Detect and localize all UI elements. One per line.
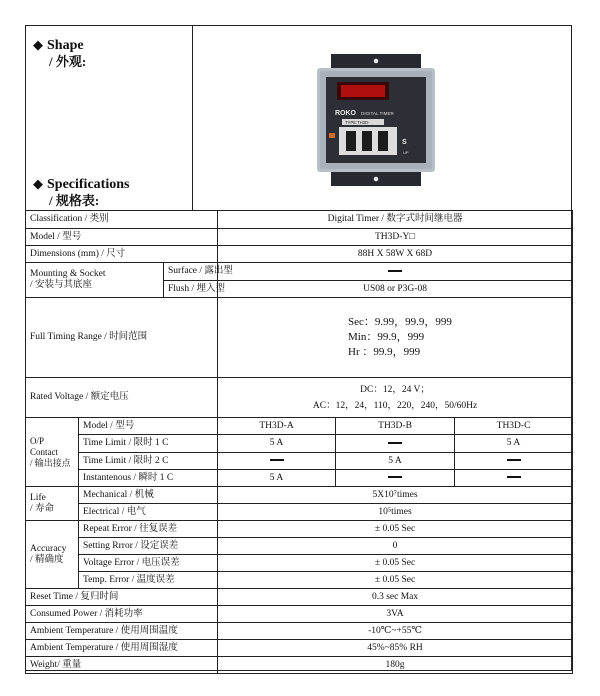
mounting-label: Mounting & Socket / 安装与其底座 [26,263,164,298]
setting-label: Setting Rrror / 设定误差 [79,538,218,555]
row-model [26,229,573,246]
timer-photo [317,52,435,188]
repeat-value: ± 0.05 Sec [218,521,573,538]
row-life-mechanical [26,487,573,504]
col-th3d-c: TH3D-C [455,418,573,435]
voltage-values [218,378,573,418]
row-instantaneous [26,470,573,487]
accuracy-label: Accuracy / 精确度 [26,521,79,589]
inst-b [336,470,455,487]
timing-hr: Hr ：99.9，999 [348,346,421,358]
tl2-a [218,453,336,470]
elec-label: Electrical / 电气 [79,504,218,521]
row-life-electrical [26,504,573,521]
col-th3d-a: TH3D-A [218,418,336,435]
shape-heading: ◆ Shape / 外观: [33,37,87,69]
weight-value: 180g [218,657,573,674]
spec-heading: ◆ Specifications / 规格表: [33,176,130,208]
row-mounting-surface [26,263,573,281]
flush-value: US08 or P3G-08 [218,281,573,298]
row-time-limit-1 [26,435,573,453]
classification-value: Digital Timer / 数字式时间继电器 [218,211,573,229]
timing-min: Min：99.9，999 [348,331,425,343]
inst-c [455,470,573,487]
setting-value: 0 [218,538,573,555]
row-contact-model [26,418,573,435]
device-name-text: DIGITAL TIMER [361,111,394,116]
row-reset [26,589,573,606]
tl1-a: 5 A [218,435,336,453]
tl2-label: Time Limit / 限时 2 C [79,453,218,470]
model-value: TH3D-Y□ [218,229,573,246]
tl1-label: Time Limit / 限时 1 C [79,435,218,453]
up-label: UP [403,150,409,155]
divider [192,25,193,210]
timing-label: Full Timing Range / 时间范围 [26,298,218,378]
tl2-b: 5 A [336,453,455,470]
specifications-table [25,210,573,674]
life-label: Life / 寿命 [26,487,79,521]
dimensions-value: 88H X 58W X 68D [218,246,573,263]
classification-label: Classification / 类别 [26,211,218,229]
tl1-b [336,435,455,453]
voltage-error-value: ± 0.05 Sec [218,555,573,572]
power-value: 3VA [218,606,573,623]
inst-a: 5 A [218,470,336,487]
row-voltage [26,378,573,418]
row-timing [26,298,573,378]
power-label: Consumed Power / 消耗功率 [26,606,218,623]
surface-value [218,263,573,281]
flush-label: Flush / 埋入型 [164,281,218,298]
mech-value: 5X10⁷times [218,487,573,504]
voltage-error-label: Voltage Error / 电压误差 [79,555,218,572]
tl2-c [455,453,573,470]
surface-label: Surface / 露出型 [164,263,218,281]
row-time-limit-2 [26,453,573,470]
timing-values [218,298,573,378]
row-accuracy-repeat [26,521,573,538]
temp-value: ± 0.05 Sec [218,572,573,589]
row-classification [26,211,573,229]
row-ambient-temperature [26,623,573,640]
brand-text: ROKO [335,110,356,117]
mech-label: Mechanical / 机械 [79,487,218,504]
row-accuracy-setting [26,538,573,555]
temp-label: Temp. Error / 温度误差 [79,572,218,589]
dimensions-label: Dimensions (mm) / 尺寸 [26,246,218,263]
amb-temp-label: Ambient Temperature / 使用周围温度 [26,623,218,640]
inst-label: Instantenous / 瞬时 1 C [79,470,218,487]
amb-hum-value: 45%~85% RH [218,640,573,657]
reset-label: Reset Time / 复归时间 [26,589,218,606]
voltage-dc: DC：12，24 V； [360,384,430,395]
row-ambient-humidity [26,640,573,657]
contact-label: O/P Contact / 输出接点 [26,418,79,487]
tl1-c: 5 A [455,435,573,453]
amb-hum-label: Ambient Temperature / 使用周围湿度 [26,640,218,657]
voltage-ac: AC：12，24，110，220，240，50/60Hz [312,400,478,411]
s-button-label: S [402,139,407,146]
row-dimensions [26,246,573,263]
col-th3d-b: TH3D-B [336,418,455,435]
type-text: TYPE:TH3D- [345,119,370,125]
voltage-label: Rated Voltage / 额定电压 [26,378,218,418]
elec-value: 10⁵times [218,504,573,521]
weight-label: Weight/ 重量 [26,657,218,674]
row-accuracy-voltage [26,555,573,572]
contact-model-label: Model / 型号 [79,418,218,435]
timing-sec: Sec：9.99，99.9，999 [348,316,452,328]
repeat-label: Repeat Error / 往复误差 [79,521,218,538]
row-accuracy-temp [26,572,573,589]
reset-value: 0.3 sec Max [218,589,573,606]
amb-temp-value: -10℃~+55℃ [218,623,573,640]
row-power [26,606,573,623]
row-weight [26,657,573,674]
model-label: Model / 型号 [26,229,218,246]
